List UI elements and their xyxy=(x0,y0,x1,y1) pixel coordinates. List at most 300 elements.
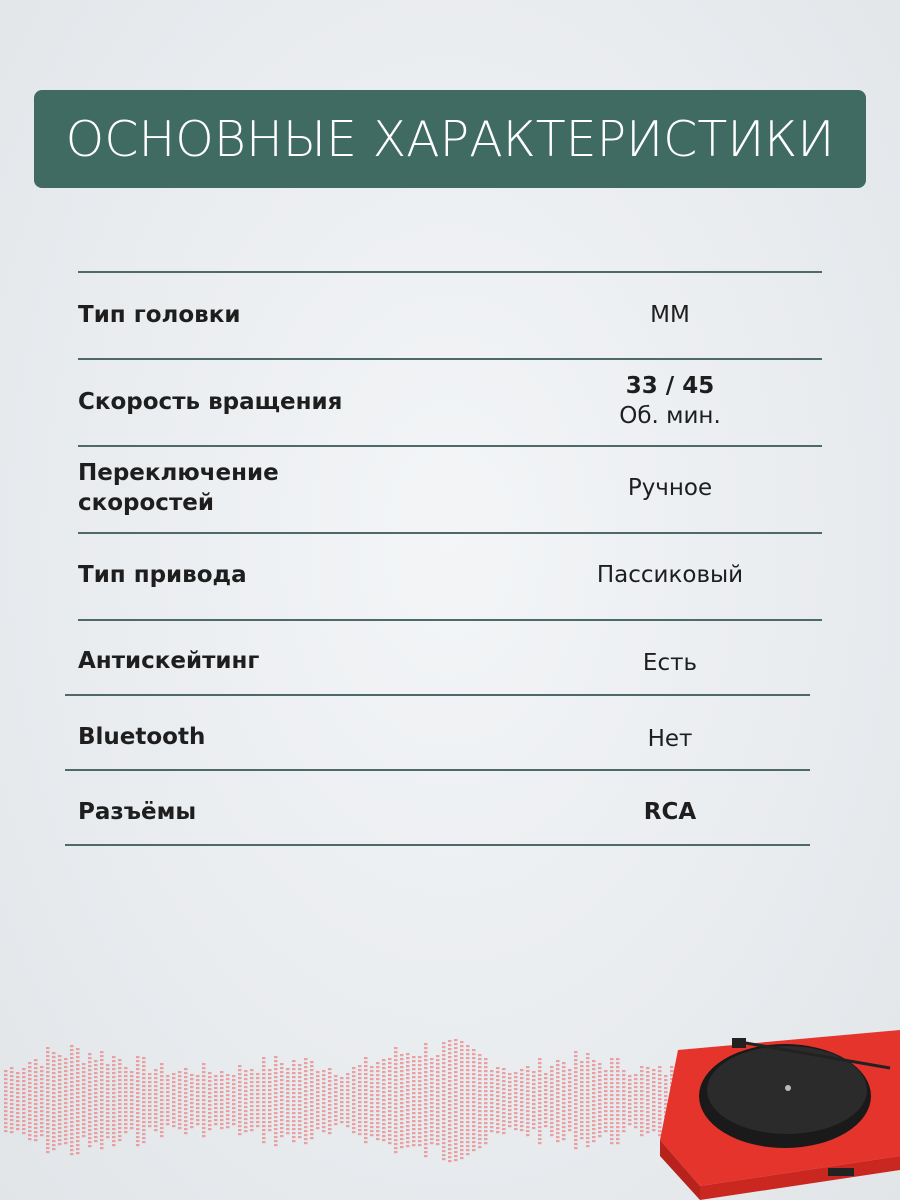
wave-dot xyxy=(256,1105,260,1107)
wave-dot xyxy=(274,1060,278,1062)
wave-dot xyxy=(646,1087,650,1089)
wave-dot xyxy=(202,1071,206,1073)
wave-dot xyxy=(64,1078,68,1080)
wave-dot xyxy=(46,1063,50,1065)
wave-dot xyxy=(460,1077,464,1079)
wave-dot xyxy=(160,1099,164,1101)
wave-dot xyxy=(16,1080,20,1082)
wave-dot xyxy=(130,1083,134,1085)
wave-dot xyxy=(466,1073,470,1075)
wave-dot xyxy=(10,1103,14,1105)
wave-dot xyxy=(52,1116,56,1118)
wave-dot xyxy=(406,1113,410,1115)
wave-dot xyxy=(502,1116,506,1118)
wave-dot xyxy=(652,1121,656,1123)
spec-value xyxy=(570,370,770,432)
wave-dot xyxy=(298,1088,302,1090)
wave-dot xyxy=(604,1082,608,1084)
wave-dot xyxy=(442,1102,446,1104)
wave-dot xyxy=(124,1131,128,1133)
wave-dot xyxy=(250,1093,254,1095)
wave-dot xyxy=(358,1073,362,1075)
wave-dot xyxy=(412,1124,416,1126)
wave-dot xyxy=(64,1062,68,1064)
wave-dot xyxy=(352,1079,356,1081)
wave-dot xyxy=(304,1122,308,1124)
wave-dot xyxy=(610,1118,614,1120)
wave-dot xyxy=(652,1085,656,1087)
wave-dot xyxy=(460,1149,464,1151)
wave-dot xyxy=(484,1138,488,1140)
wave-dot xyxy=(544,1113,548,1115)
wave-dot xyxy=(556,1088,560,1090)
wave-dot xyxy=(454,1143,458,1145)
wave-dot xyxy=(256,1093,260,1095)
wave-dot xyxy=(226,1110,230,1112)
wave-dot xyxy=(166,1083,170,1085)
wave-dot xyxy=(424,1083,428,1085)
wave-dot xyxy=(340,1113,344,1115)
wave-dot xyxy=(364,1065,368,1067)
wave-dot xyxy=(28,1138,32,1140)
wave-dot xyxy=(448,1096,452,1098)
wave-dot xyxy=(370,1098,374,1100)
wave-dot xyxy=(472,1081,476,1083)
wave-dot xyxy=(472,1121,476,1123)
wave-dot xyxy=(274,1056,278,1058)
wave-dot xyxy=(40,1130,44,1132)
wave-dot xyxy=(634,1074,638,1076)
wave-dot xyxy=(640,1082,644,1084)
wave-dot xyxy=(172,1109,176,1111)
wave-dot xyxy=(70,1137,74,1139)
wave-dot xyxy=(418,1056,422,1058)
wave-dot xyxy=(370,1110,374,1112)
wave-dot xyxy=(436,1107,440,1109)
wave-dot xyxy=(4,1114,8,1116)
wave-dot xyxy=(100,1071,104,1073)
wave-dot xyxy=(52,1084,56,1086)
wave-dot xyxy=(172,1097,176,1099)
wave-dot xyxy=(406,1057,410,1059)
wave-dot xyxy=(604,1102,608,1104)
wave-dot xyxy=(592,1104,596,1106)
wave-dot xyxy=(274,1096,278,1098)
wave-dot xyxy=(616,1078,620,1080)
wave-dot xyxy=(76,1144,80,1146)
wave-dot xyxy=(334,1099,338,1101)
wave-dot xyxy=(100,1115,104,1117)
wave-dot xyxy=(94,1132,98,1134)
wave-dot xyxy=(334,1103,338,1105)
wave-dot xyxy=(352,1123,356,1125)
wave-dot xyxy=(472,1113,476,1115)
wave-dot xyxy=(442,1058,446,1060)
wave-dot xyxy=(130,1075,134,1077)
wave-dot xyxy=(430,1114,434,1116)
wave-dot xyxy=(136,1060,140,1062)
wave-dot xyxy=(388,1058,392,1060)
wave-dot xyxy=(394,1047,398,1049)
wave-dot xyxy=(238,1125,242,1127)
wave-dot xyxy=(598,1095,602,1097)
wave-dot xyxy=(70,1085,74,1087)
wave-dot xyxy=(502,1108,506,1110)
wave-dot xyxy=(448,1140,452,1142)
wave-dot xyxy=(472,1129,476,1131)
wave-dot xyxy=(340,1117,344,1119)
wave-dot xyxy=(550,1114,554,1116)
wave-dot xyxy=(142,1101,146,1103)
wave-dot xyxy=(88,1121,92,1123)
wave-dot xyxy=(640,1118,644,1120)
wave-dot xyxy=(484,1122,488,1124)
wave-dot xyxy=(34,1071,38,1073)
row-divider xyxy=(78,532,822,534)
wave-dot xyxy=(220,1087,224,1089)
wave-dot xyxy=(286,1096,290,1098)
wave-dot xyxy=(22,1112,26,1114)
wave-dot xyxy=(202,1127,206,1129)
wave-dot xyxy=(436,1063,440,1065)
wave-dot xyxy=(184,1116,188,1118)
wave-dot xyxy=(304,1102,308,1104)
wave-dot xyxy=(586,1093,590,1095)
spec-value-text: MM xyxy=(650,302,690,328)
wave-dot xyxy=(160,1107,164,1109)
wave-dot xyxy=(340,1085,344,1087)
wave-dot xyxy=(370,1070,374,1072)
wave-dot xyxy=(454,1123,458,1125)
wave-dot xyxy=(100,1087,104,1089)
wave-dot xyxy=(196,1115,200,1117)
wave-dot xyxy=(268,1089,272,1091)
wave-dot xyxy=(430,1090,434,1092)
wave-dot xyxy=(580,1113,584,1115)
wave-dot xyxy=(76,1068,80,1070)
wave-dot xyxy=(538,1114,542,1116)
wave-dot xyxy=(538,1130,542,1132)
wave-dot xyxy=(634,1078,638,1080)
wave-dot xyxy=(178,1123,182,1125)
wave-dot xyxy=(148,1109,152,1111)
wave-dot xyxy=(64,1058,68,1060)
wave-dot xyxy=(328,1112,332,1114)
wave-dot xyxy=(256,1097,260,1099)
wave-dot xyxy=(82,1131,86,1133)
wave-dot xyxy=(142,1125,146,1127)
wave-dot xyxy=(88,1125,92,1127)
wave-dot xyxy=(340,1089,344,1091)
wave-dot xyxy=(334,1123,338,1125)
wave-dot xyxy=(568,1121,572,1123)
wave-dot xyxy=(88,1069,92,1071)
wave-dot xyxy=(376,1106,380,1108)
wave-dot xyxy=(568,1105,572,1107)
wave-dot xyxy=(502,1124,506,1126)
wave-dot xyxy=(40,1090,44,1092)
wave-dot xyxy=(466,1077,470,1079)
wave-dot xyxy=(184,1104,188,1106)
wave-dot xyxy=(166,1075,170,1077)
wave-dot xyxy=(268,1109,272,1111)
wave-dot xyxy=(364,1133,368,1135)
wave-dot xyxy=(130,1095,134,1097)
wave-dot xyxy=(424,1139,428,1141)
wave-dot xyxy=(376,1074,380,1076)
wave-dot xyxy=(118,1063,122,1065)
wave-dot xyxy=(622,1094,626,1096)
wave-dot xyxy=(502,1072,506,1074)
wave-dot xyxy=(322,1086,326,1088)
sound-wave-graphic xyxy=(0,1030,700,1170)
wave-dot xyxy=(502,1096,506,1098)
wave-dot xyxy=(418,1136,422,1138)
wave-dot xyxy=(22,1124,26,1126)
wave-dot xyxy=(316,1071,320,1073)
wave-dot xyxy=(436,1087,440,1089)
wave-dot xyxy=(502,1128,506,1130)
wave-dot xyxy=(136,1088,140,1090)
wave-dot xyxy=(70,1129,74,1131)
wave-dot xyxy=(574,1067,578,1069)
wave-dot xyxy=(346,1101,350,1103)
wave-dot xyxy=(142,1057,146,1059)
wave-dot xyxy=(262,1117,266,1119)
wave-dot xyxy=(442,1146,446,1148)
wave-dot xyxy=(238,1065,242,1067)
wave-dot xyxy=(616,1094,620,1096)
wave-dot xyxy=(478,1062,482,1064)
wave-dot xyxy=(322,1122,326,1124)
wave-dot xyxy=(586,1097,590,1099)
row-divider xyxy=(65,844,810,846)
wave-dot xyxy=(292,1080,296,1082)
wave-dot xyxy=(328,1084,332,1086)
wave-dot xyxy=(532,1127,536,1129)
wave-dot xyxy=(88,1065,92,1067)
wave-dot xyxy=(238,1097,242,1099)
wave-dot xyxy=(574,1071,578,1073)
wave-dot xyxy=(646,1079,650,1081)
wave-dot xyxy=(412,1100,416,1102)
wave-dot xyxy=(136,1120,140,1122)
wave-dot xyxy=(316,1079,320,1081)
wave-dot xyxy=(490,1086,494,1088)
wave-dot xyxy=(136,1104,140,1106)
wave-dot xyxy=(244,1122,248,1124)
wave-dot xyxy=(208,1116,212,1118)
wave-dot xyxy=(166,1103,170,1105)
wave-dot xyxy=(334,1095,338,1097)
wave-dot xyxy=(364,1113,368,1115)
wave-dot xyxy=(622,1118,626,1120)
wave-dot xyxy=(430,1082,434,1084)
wave-dot xyxy=(394,1067,398,1069)
wave-dot xyxy=(580,1125,584,1127)
wave-dot xyxy=(466,1069,470,1071)
wave-dot xyxy=(430,1110,434,1112)
wave-dot xyxy=(418,1104,422,1106)
wave-dot xyxy=(70,1121,74,1123)
wave-dot xyxy=(544,1077,548,1079)
wave-dot xyxy=(130,1087,134,1089)
wave-dot xyxy=(274,1092,278,1094)
wave-dot xyxy=(562,1066,566,1068)
wave-dot xyxy=(166,1095,170,1097)
wave-dot xyxy=(610,1138,614,1140)
wave-dot xyxy=(262,1137,266,1139)
wave-dot xyxy=(370,1118,374,1120)
wave-dot xyxy=(46,1143,50,1145)
wave-dot xyxy=(172,1073,176,1075)
wave-dot xyxy=(382,1075,386,1077)
wave-dot xyxy=(64,1082,68,1084)
wave-dot xyxy=(298,1128,302,1130)
wave-dot xyxy=(28,1094,32,1096)
wave-dot xyxy=(40,1078,44,1080)
wave-dot xyxy=(574,1059,578,1061)
wave-dot xyxy=(358,1125,362,1127)
wave-dot xyxy=(388,1074,392,1076)
wave-dot xyxy=(364,1061,368,1063)
wave-dot xyxy=(334,1115,338,1117)
wave-dot xyxy=(70,1049,74,1051)
wave-dot xyxy=(76,1120,80,1122)
wave-dot xyxy=(304,1110,308,1112)
wave-dot xyxy=(418,1096,422,1098)
wave-dot xyxy=(34,1127,38,1129)
wave-dot xyxy=(400,1126,404,1128)
wave-dot xyxy=(262,1129,266,1131)
wave-dot xyxy=(232,1107,236,1109)
wave-dot xyxy=(364,1117,368,1119)
wave-dot xyxy=(82,1079,86,1081)
wave-dot xyxy=(502,1120,506,1122)
wave-dot xyxy=(424,1151,428,1153)
wave-dot xyxy=(538,1082,542,1084)
wave-dot xyxy=(70,1113,74,1115)
wave-dot xyxy=(82,1063,86,1065)
wave-dot xyxy=(580,1093,584,1095)
wave-dot xyxy=(46,1071,50,1073)
wave-dot xyxy=(526,1102,530,1104)
wave-dot xyxy=(460,1129,464,1131)
wave-dot xyxy=(526,1094,530,1096)
wave-dot xyxy=(574,1143,578,1145)
wave-dot xyxy=(526,1070,530,1072)
wave-dot xyxy=(628,1075,632,1077)
wave-dot xyxy=(430,1102,434,1104)
wave-dot xyxy=(202,1135,206,1137)
wave-dot xyxy=(4,1082,8,1084)
wave-dot xyxy=(520,1085,524,1087)
wave-dot xyxy=(94,1080,98,1082)
wave-dot xyxy=(280,1119,284,1121)
wave-dot xyxy=(58,1115,62,1117)
wave-dot xyxy=(532,1107,536,1109)
wave-dot xyxy=(196,1095,200,1097)
wave-dot xyxy=(562,1090,566,1092)
wave-dot xyxy=(340,1105,344,1107)
wave-dot xyxy=(454,1059,458,1061)
wave-dot xyxy=(388,1078,392,1080)
wave-dot xyxy=(220,1083,224,1085)
wave-dot xyxy=(634,1110,638,1112)
wave-dot xyxy=(376,1130,380,1132)
wave-dot xyxy=(448,1052,452,1054)
wave-dot xyxy=(412,1112,416,1114)
wave-dot xyxy=(232,1115,236,1117)
wave-dot xyxy=(508,1101,512,1103)
wave-dot xyxy=(310,1117,314,1119)
wave-dot xyxy=(304,1078,308,1080)
wave-dot xyxy=(160,1071,164,1073)
wave-dot xyxy=(112,1088,116,1090)
wave-dot xyxy=(592,1080,596,1082)
wave-dot xyxy=(580,1109,584,1111)
wave-dot xyxy=(508,1105,512,1107)
wave-dot xyxy=(586,1101,590,1103)
wave-dot xyxy=(406,1101,410,1103)
wave-dot xyxy=(226,1118,230,1120)
wave-dot xyxy=(316,1091,320,1093)
wave-dot xyxy=(574,1139,578,1141)
wave-dot xyxy=(406,1117,410,1119)
wave-dot xyxy=(394,1107,398,1109)
wave-dot xyxy=(238,1093,242,1095)
wave-dot xyxy=(34,1063,38,1065)
wave-dot xyxy=(484,1062,488,1064)
spec-label: Тип головки xyxy=(78,302,241,328)
wave-dot xyxy=(598,1119,602,1121)
wave-dot xyxy=(142,1097,146,1099)
wave-dot xyxy=(508,1077,512,1079)
wave-dot xyxy=(610,1126,614,1128)
wave-dot xyxy=(280,1099,284,1101)
wave-dot xyxy=(208,1084,212,1086)
wave-dot xyxy=(586,1105,590,1107)
wave-dot xyxy=(598,1103,602,1105)
wave-dot xyxy=(418,1140,422,1142)
wave-dot xyxy=(346,1109,350,1111)
wave-dot xyxy=(454,1047,458,1049)
wave-dot xyxy=(466,1085,470,1087)
wave-dot xyxy=(70,1077,74,1079)
wave-dot xyxy=(364,1125,368,1127)
wave-dot xyxy=(580,1117,584,1119)
wave-dot xyxy=(388,1134,392,1136)
wave-dot xyxy=(226,1086,230,1088)
wave-dot xyxy=(610,1110,614,1112)
wave-dot xyxy=(400,1070,404,1072)
wave-dot xyxy=(526,1118,530,1120)
wave-dot xyxy=(418,1120,422,1122)
wave-dot xyxy=(232,1087,236,1089)
wave-dot xyxy=(562,1082,566,1084)
spec-value-text: RCA xyxy=(643,799,697,825)
wave-dot xyxy=(370,1122,374,1124)
wave-dot xyxy=(142,1073,146,1075)
wave-dot xyxy=(100,1111,104,1113)
wave-dot xyxy=(184,1132,188,1134)
wave-dot xyxy=(616,1138,620,1140)
wave-dot xyxy=(340,1077,344,1079)
wave-dot xyxy=(520,1113,524,1115)
wave-dot xyxy=(454,1099,458,1101)
wave-dot xyxy=(454,1079,458,1081)
wave-dot xyxy=(406,1069,410,1071)
